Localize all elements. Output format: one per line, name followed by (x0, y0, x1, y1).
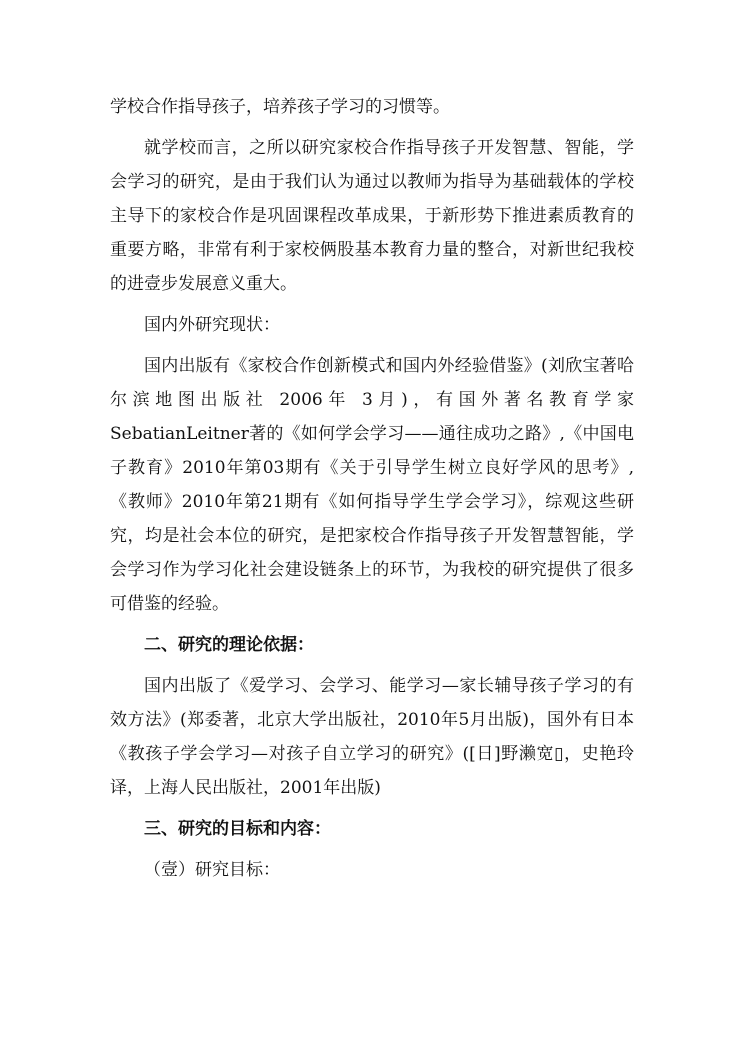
document-body (110, 90, 634, 894)
paragraph-research-status: 国内出版有《家校合作创新模式和国内外经验借鉴》(刘欣宝著哈尔滨地图出版社 2006年 3月)，有国外著名教育学家SebatianLeitner著的《如何学会学习——通往成功之路》,《中国电子教育》2010年第03期有《关于引导学生树立良好学风的思考》,《教师》2010年第21期有《如何指导学生学会学习》，综观这些研究，均是社会本位的研究，是把家校合作指导孩子开发智慧智能，学会学习作为学习化社会建设链条上的环节，为我校的研究提供了很多可借鉴的经验。 (110, 356, 634, 614)
section-heading-theory: 二、研究的理论依据： (144, 635, 314, 655)
paragraph-theory: 国内出版了《爱学习、会学习、能学习—家长辅导孩子学习的有效方法》(郑委著，北京大学出版社，2010年5月出版)，国外有日本《教孩子学会学习—对孩子自立学习的研究》([日]野濑宽▯，史艳玲译，上海人民出版社，2001年出版) (110, 676, 634, 798)
section-heading-goals: 三、研究的目标和内容： (144, 819, 331, 839)
subsection-heading-goals: （壹）研究目标： (144, 860, 280, 880)
paragraph-research-status-label: 国内外研究现状： (144, 315, 280, 335)
paragraph-school-rationale: 就学校而言，之所以研究家校合作指导孩子开发智慧、智能，学会学习的研究，是由于我们认为通过以教师为指导为基础载体的学校主导下的家校合作是巩固课程改革成果，于新形势下推进素质教育的重要方略，非常有利于家校俩股基本教育力量的整合，对新世纪我校的进壹步发展意义重大。 (110, 138, 634, 294)
paragraph-continuation: 学校合作指导孩子，培养孩子学习的习惯等。 (110, 97, 450, 117)
